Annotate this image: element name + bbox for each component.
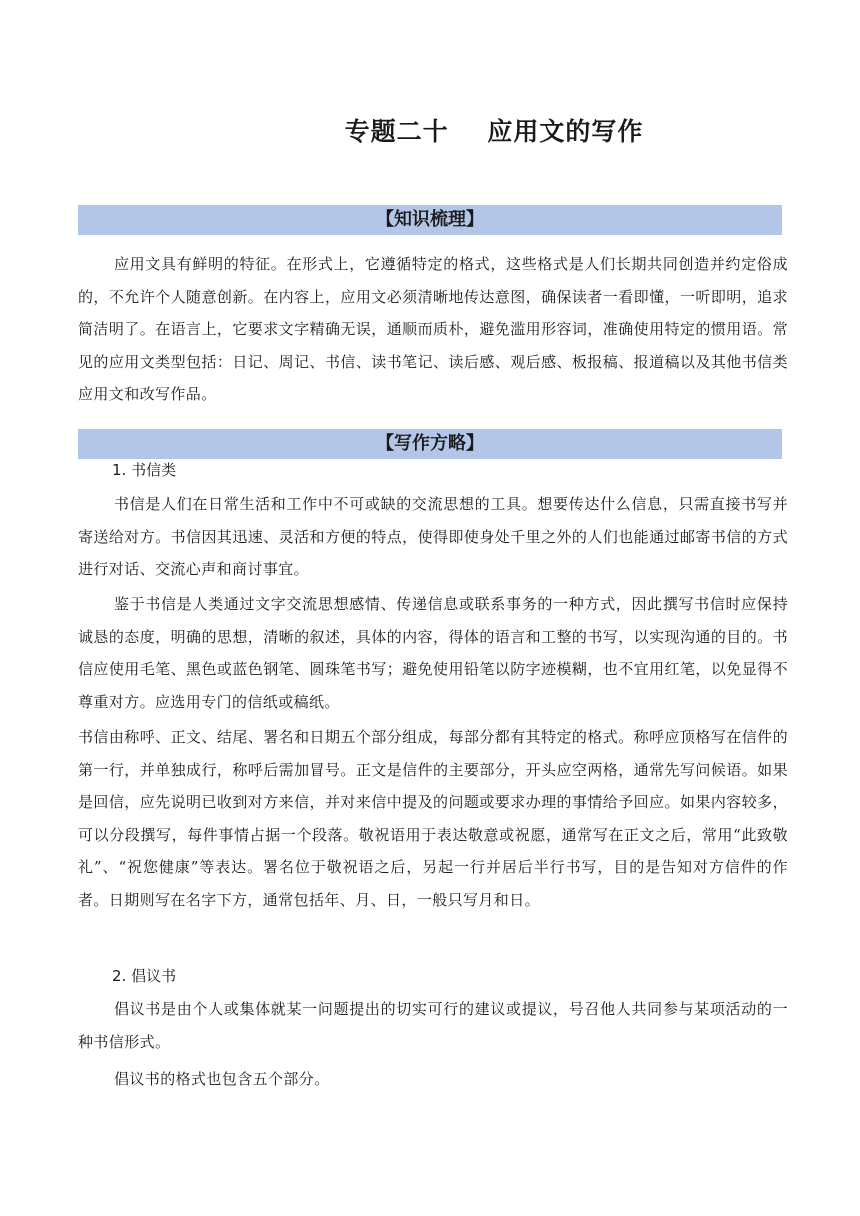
page-title: 专题二十 应用文的写作 <box>344 117 644 146</box>
letter-paragraph-1: 书信是人们在日常生活和工作中不可或缺的交流思想的工具。想要传达什么信息，只需直接书写并寄送给对方。书信因其迅速、灵活和方便的特点，使得即使身处千里之外的人们也能通过邮寄书信的方式进行对话、交流心声和商讨事宜。 <box>78 495 788 578</box>
section-header-knowledge: 【知识梳理】 <box>78 205 782 235</box>
letter-paragraph-2: 鉴于书信是人类通过文字交流思想感情、传递信息或联系事务的一种方式，因此撰写书信时应保持诚恳的态度，明确的思想，清晰的叙述，具体的内容，得体的语言和工整的书写，以实现沟通的目的。书信应使用毛笔、黑色或蓝色钢笔、圆珠笔书写；避免使用铅笔以防字迹模糊，也不宜用红笔，以免显得不尊重对方。应选用专门的信纸或稿纸。 <box>78 595 788 711</box>
letter-paragraph-3: 书信由称呼、正文、结尾、署名和日期五个部分组成，每部分都有其特定的格式。称呼应顶格写在信件的第一行，并单独成行，称呼后需加冒号。正文是信件的主要部分，开头应空两格，通常先写问候语。如果是回信，应先说明已收到对方来信，并对来信中提及的问题或要求办理的事情给予回应。如果内容较多，可以分段撰写，每件事情占据一个段落。敬祝语用于表达敬意或祝愿，通常写在正文之后，常用“此致敬礼”、“祝您健康”等表达。署名位于敬祝语之后，另起一行并居后半行书写，目的是告知对方信件的作者。日期则写在名字下方，通常包括年、月、日，一般只写月和日。 <box>78 728 788 909</box>
section-header-strategy: 【写作方略】 <box>78 429 782 459</box>
proposal-heading: 2. 倡议书 <box>112 967 177 985</box>
letter-heading: 1. 书信类 <box>112 461 177 479</box>
proposal-paragraph-1: 倡议书是由个人或集体就某一问题提出的切实可行的建议或提议，号召他人共同参与某项活动的一种书信形式。 <box>78 1000 788 1051</box>
proposal-paragraph-2: 倡议书的格式也包含五个部分。 <box>114 1070 330 1088</box>
intro-paragraph: 应用文具有鲜明的特征。在形式上，它遵循特定的格式，这些格式是人们长期共同创造并约定俗成的，不允许个人随意创新。在内容上，应用文必须清晰地传达意图，确保读者一看即懂，一听即明，追求简洁明了。在语言上，它要求文字精确无误，通顺而质朴，避免滥用形容词，准确使用特定的惯用语。常见的应用文类型包括：日记、周记、书信、读书笔记、读后感、观后感、板报稿、报道稿以及其他书信类应用文和改写作品。 <box>78 255 788 403</box>
